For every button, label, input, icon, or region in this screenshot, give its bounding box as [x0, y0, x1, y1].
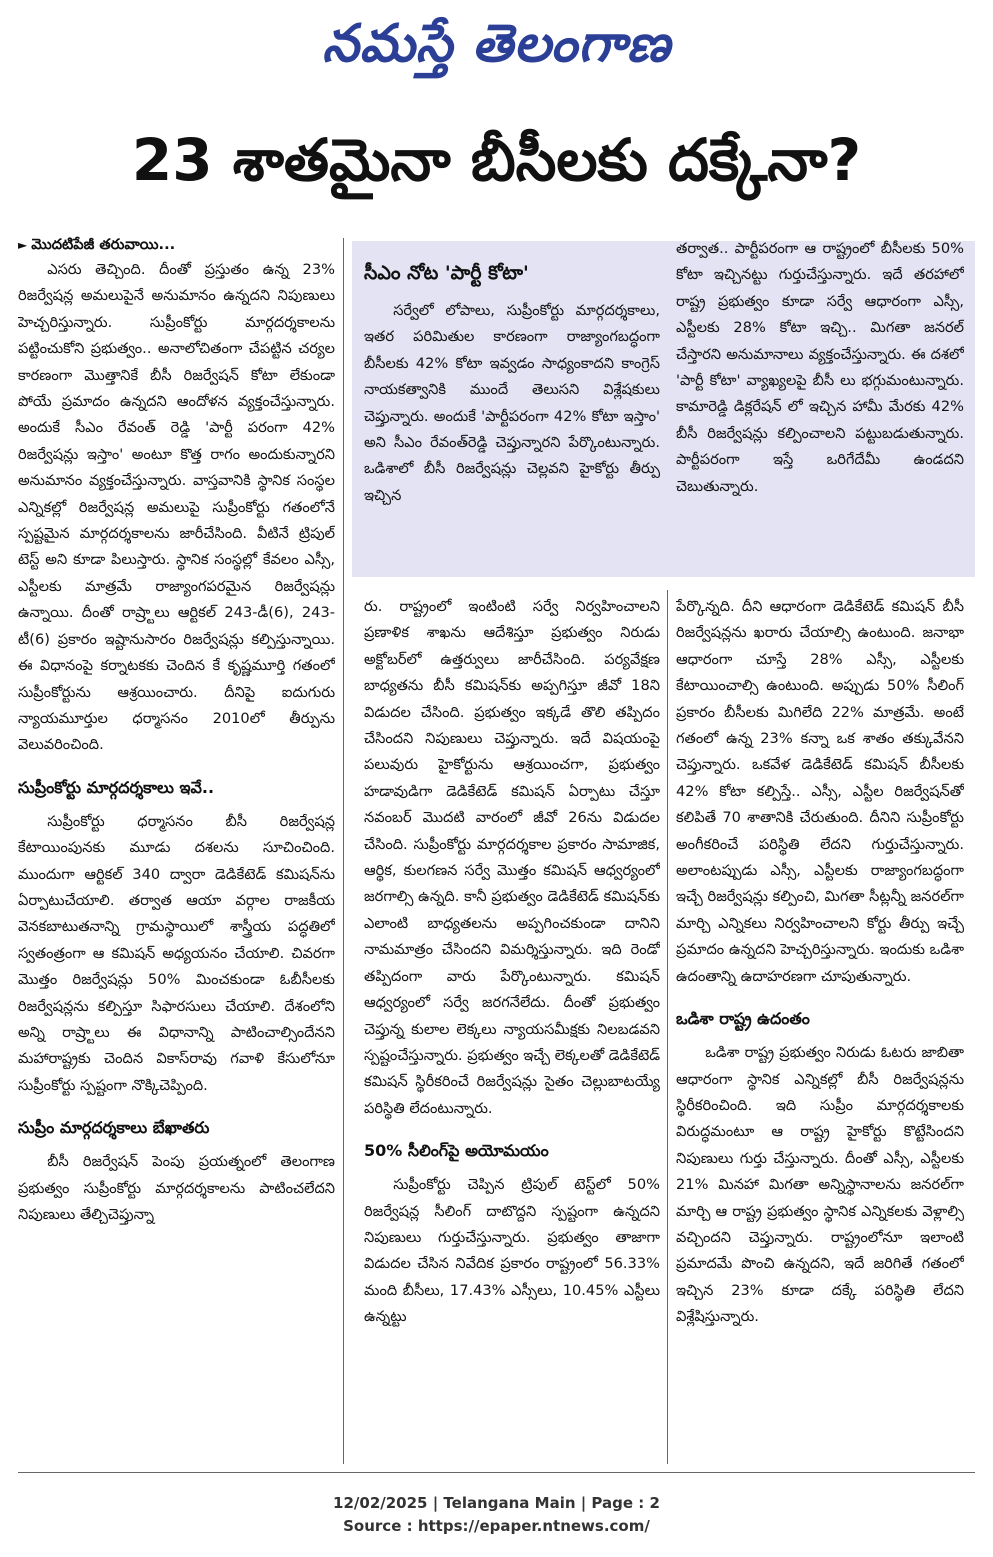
- column-2-paragraph: సుప్రీంకోర్టు చెప్పిన ట్రిపుల్ టెస్ట్‌లో 50% రిజర్వేషన్ల సీలింగ్ దాటొద్దని స్పష్టంగా ఉన్నదని నిపుణులు గుర్తుచేస్తున్నారు. ప్రభుత్వం తాజాగా విడుదల చేసిన నివేదిక ప్రకారం రాష్ట్రంలో 56.33% మంది బీసీలు, 17.43% ఎస్సీలు, 10.45% ఎస్టీలు ఉన్నట్టు: [364, 1176, 660, 1326]
- column-2: [364, 594, 660, 1464]
- column-3-paragraph: పేర్కొన్నది. దీని ఆధారంగా డెడికేటెడ్ కమిషన్ బీసీ రిజర్వేషన్లను ఖరారు చేయాల్సి ఉంటుంది. జనాభా ఆధారంగా చూస్తే 28% ఎస్సీ, ఎస్టీలకు కేటాయించాల్సి ఉంటుంది. అప్పుడు 50% సీలింగ్ ప్రకారం బీసీలకు మిగిలేది 22% మాత్రమే. అంటే గతంలో ఉన్న 23% కన్నా ఒక శాతం తక్కువేనని చెప్తున్నారు. ఒకవేళ డెడికేటెడ్ కమిషన్ బీసీలకు 42% కోటా కల్పిస్తే.. ఎస్సీ, ఎస్టీల రిజర్వేషన్‌తో కలిపితే 70 శాతానికి చేరుతుంది. దీనిని సుప్రీంకోర్టు అంగీకరించే పరిస్థితి లేదని గుర్తుచేస్తున్నారు. అలాంటప్పుడు ఎస్సీ, ఎస్టీలకు రాజ్యాంగబద్ధంగా ఇచ్చే రిజర్వేషన్లు కల్పించి, మిగతా సీట్లన్నీ జనరల్‌గా మార్చి ఎన్నికలు నిర్వహించాలని కోర్టు తీర్పు ఇచ్చే ప్రమాదం ఉన్నదని హెచ్చరిస్తున్నారు. ఇందుకు ఒడిశా ఉదంతాన్ని ఉదాహరణగా చూపుతున్నారు.: [676, 598, 964, 985]
- subheading-guidelines: సుప్రీంకోర్టు మార్గదర్శకాలు ఇవే..: [18, 777, 215, 797]
- box-paragraph: సర్వేలో లోపాలు, సుప్రీంకోర్టు మార్గదర్శకాలు, ఇతర పరిమితుల కారణంగా రాజ్యాంగబద్ధంగా బీసీలకు 42% కోటా ఇవ్వడం సాధ్యంకాదని కాంగ్రెస్ నాయకత్వానికి ముందే తెలుసని విశ్లేషకులు చెప్తున్నారు. అందుకే 'పార్టీపరంగా 42% కోటా ఇస్తాం' అని సీఎం రేవంత్‌రెడ్డి చెప్తున్నారని పేర్కొంటున్నారు. ఒడిశాలో బీసీ రిజర్వేషన్లు చెల్లవని హైకోర్టు తీర్పు ఇచ్చిన: [364, 302, 660, 504]
- column-1: [18, 233, 335, 1465]
- page-footer: [0, 1492, 993, 1538]
- box-paragraph: తర్వాత.. పార్టీపరంగా ఆ రాష్ట్రంలో బీసీలకు 50% కోటా ఇచ్చినట్టు గుర్తుచేస్తున్నారు. ఇదే తరహాలో రాష్ట్ర ప్రభుత్వం కూడా సర్వే ఆధారంగా ఎస్సీ, ఎస్టీలకు 28% కోటా ఇచ్చి.. మిగతా జనరల్ చేస్తారని అనుమానాలు వ్యక్తంచేస్తున్నారు. ఈ దశలో 'పార్టీ కోటా' వ్యాఖ్యలపై బీసీ లు భగ్గుమంటున్నారు. కామారెడ్డి డిక్లరేషన్ లో ఇచ్చిన హామీ మేరకు 42% బీసీ రిజర్వేషన్లు కల్పించాలని పట్టుబడుతున్నారు. పార్టీపరంగా ఇస్తే ఒరిగేదేమీ ఉండదని చెబుతున్నారు.: [676, 240, 964, 495]
- column-1-paragraph: బీసీ రిజర్వేషన్ పెంపు ప్రయత్నంలో తెలంగాణ ప్రభుత్వం సుప్రీంకోర్టు మార్గదర్శకాలను పాటించలేదని నిపుణులు తేల్చిచెప్తున్నా: [18, 1153, 335, 1223]
- subheading-ceiling: 50% సీలింగ్‌పై అయోమయం: [364, 1141, 549, 1161]
- highlight-box-left: [364, 246, 660, 572]
- newspaper-masthead: నమస్తే తెలంగాణ: [322, 13, 671, 74]
- subheading-ignored: సుప్రీం మార్గదర్శకాలు బేఖాతరు: [18, 1118, 210, 1138]
- article-headline: 23 శాతమైనా బీసీలకు దక్కేనా?: [131, 126, 862, 194]
- box-title: సీఎం నోట 'పార్టీ కోటా': [364, 262, 529, 284]
- arrow-icon: ►: [18, 238, 28, 252]
- footer-source-line: Source : https://epaper.ntnews.com/: [343, 1517, 650, 1535]
- footer-divider: [18, 1472, 975, 1473]
- column-2-paragraph: రు. రాష్ట్రంలో ఇంటింటి సర్వే నిర్వహించాలని ప్రణాళిక శాఖను ఆదేశిస్తూ ప్రభుత్వం నిరుడు అక్టోబర్‌లో ఉత్తర్వులు జారీచేసింది. పర్యవేక్షణ బాధ్యతను బీసీ కమిషన్‌కు అప్పగిస్తూ జీవో 18ని విడుదల చేసింది. ప్రభుత్వం ఇక్కడే తొలి తప్పిదం చేసిందని నిపుణులు చెప్తున్నారు. ఇదే విషయంపై పలువురు హైకోర్టును ఆశ్రయించగా, ప్రభుత్వం హడావుడిగా డెడికేటెడ్ కమిషన్ ఏర్పాటు చేస్తూ నవంబర్ మొదటి వారంలో జీవో 26ను విడుదల చేసింది. సుప్రీంకోర్టు మార్గదర్శకాల ప్రకారం సామాజిక, ఆర్థిక, కులగణన సర్వే మొత్తం కమిషన్ ఆధ్వర్యంలో జరగాల్సి ఉన్నది. కానీ ప్రభుత్వం డెడికేటెడ్ కమిషన్‌కు ఎలాంటి బాధ్యతలను అప్పగించకుండా దానిని నామమాత్రం చేసిందని విమర్శిస్తున్నారు. ఇది రెండో తప్పిదంగా వారు పేర్కొంటున్నారు. కమిషన్ ఆధ్వర్యంలో సర్వే జరగనేలేదు. దీంతో ప్రభుత్వం చెప్తున్న కులాల లెక్కలు న్యాయసమీక్షకు నిలబడవని స్పష్టంచేస్తున్నారు. ప్రభుత్వం ఇచ్చే లెక్కలతో డెడికేటెడ్ కమిషన్ స్థిరీకరించే రిజర్వేషన్లు సైతం చెల్లుబాటయ్యే పరిస్థితి లేదంటున్నారు.: [364, 598, 660, 1117]
- continued-kicker: [18, 233, 335, 257]
- footer-date-line: 12/02/2025 | Telangana Main | Page : 2: [333, 1494, 660, 1512]
- column-1-paragraph: సుప్రీంకోర్టు ధర్మాసనం బీసీ రిజర్వేషన్ల కేటాయింపునకు మూడు దశలను సూచించింది. ముందుగా ఆర్టికల్ 340 ద్వారా డెడికేటెడ్ కమిషన్‌ను ఏర్పాటుచేయాలి. తర్వాత ఆయా వర్గాల రాజకీయ వెనకబాటుతనాన్ని గ్రామస్థాయిలో శాస్త్రీయ పద్ధతిలో స్వతంత్రంగా ఆ కమిషన్ అధ్యయనం చేయాలి. చివరగా మొత్తం రిజర్వేషన్లు 50% మించకుండా ఓబీసీలకు రిజర్వేషన్లను కల్పిస్తూ సిఫారసులు చేయాలి. దేశంలోని అన్ని రాష్ర్టాలు ఈ విధానాన్ని పాటించాల్సిందేనని మహారాష్ట్రకు చెందిన వికాస్‌రావు గవాళి కేసులోనూ సుప్రీంకోర్టు స్పష్టంగా నొక్కిచెప్పింది.: [18, 812, 335, 1094]
- subheading-odisha: ఒడిశా రాష్ట్ర ఉదంతం: [676, 1009, 810, 1029]
- highlight-box-right: [676, 236, 964, 572]
- kicker-text: మొదటిపేజీ తరువాయి...: [31, 236, 176, 253]
- column-divider: [343, 238, 344, 1464]
- column-3-paragraph: ఒడిశా రాష్ట్ర ప్రభుత్వం నిరుడు ఓటరు జాబితా ఆధారంగా స్థానిక ఎన్నికల్లో బీసీ రిజర్వేషన్లను స్థిరీకరించింది. ఇది సుప్రీం మార్గదర్శకాలకు విరుద్ధమంటూ ఆ రాష్ట్ర హైకోర్టు కొట్టేసిందని నిపుణులు గుర్తు చేస్తున్నారు. దీంతో ఎస్సీ, ఎస్టీలకు 21% మినహా మిగతా అన్నిస్థానాలను జనరల్‌గా మార్చి ఆ రాష్ట్ర ప్రభుత్వం స్థానిక ఎన్నికలకు వెళ్లాల్సి వచ్చిందని చెప్తున్నారు. రాష్ట్రంలోనూ ఇలాంటి ప్రమాదమే పొంచి ఉన్నదని, ఇదే జరిగితే గతంలో ఇచ్చిన 23% కూడా దక్కే పరిస్థితి లేదని విశ్లేషిస్తున్నారు.: [676, 1044, 964, 1326]
- column-divider: [667, 590, 668, 1464]
- column-3: [676, 594, 964, 1464]
- column-1-paragraph: ఎసరు తెచ్చింది. దీంతో ప్రస్తుతం ఉన్న 23% రిజర్వేషన్ల అమలుపైనే అనుమానం ఉన్నదని నిపుణులు హెచ్చరిస్తున్నారు. సుప్రీంకోర్టు మార్గదర్శకాలను పట్టించుకోని ప్రభుత్వం.. అనాలోచితంగా చేపట్టిన చర్యల కారణంగా మొత్తానికే బీసీ రిజర్వేషన్ కోటా లేకుండా పోయే ప్రమాదం ఉన్నదని ఆందోళన వ్యక్తంచేస్తున్నారు. అందుకే సీఎం రేవంత్ రెడ్డి 'పార్టీ పరంగా 42% రిజర్వేషన్లు ఇస్తాం' అంటూ కొత్త రాగం అందుకున్నారని అనుమానం వ్యక్తంచేస్తున్నారు. వాస్తవానికి స్థానిక సంస్థల ఎన్నికల్లో రిజర్వేషన్ల అమలుపై సుప్రీంకోర్టు గతంలోనే స్పష్టమైన మార్గదర్శకాలను జారీచేసింది. వీటినే ట్రిపుల్ టెస్ట్ అని కూడా పిలుస్తారు. స్థానిక సంస్థల్లో కేవలం ఎస్సీ, ఎస్టీలకు మాత్రమే రాజ్యాంగపరమైన రిజర్వేషన్లు ఉన్నాయి. దీంతో రాష్ర్టాలు ఆర్టికల్ 243-డీ(6), 243-టీ(6) ప్రకారం ఇష్టానుసారం రిజర్వేషన్లు కల్పిస్తున్నాయి. ఈ విధానంపై కర్నాటకకు చెందిన కే కృష్ణమూర్తి గతంలో సుప్రీంకోర్టును ఆశ్రయించారు. దీనిపై ఐదుగురు న్యాయమూర్తుల ధర్మాసనం 2010లో తీర్పును వెలువరించింది.: [18, 261, 335, 754]
